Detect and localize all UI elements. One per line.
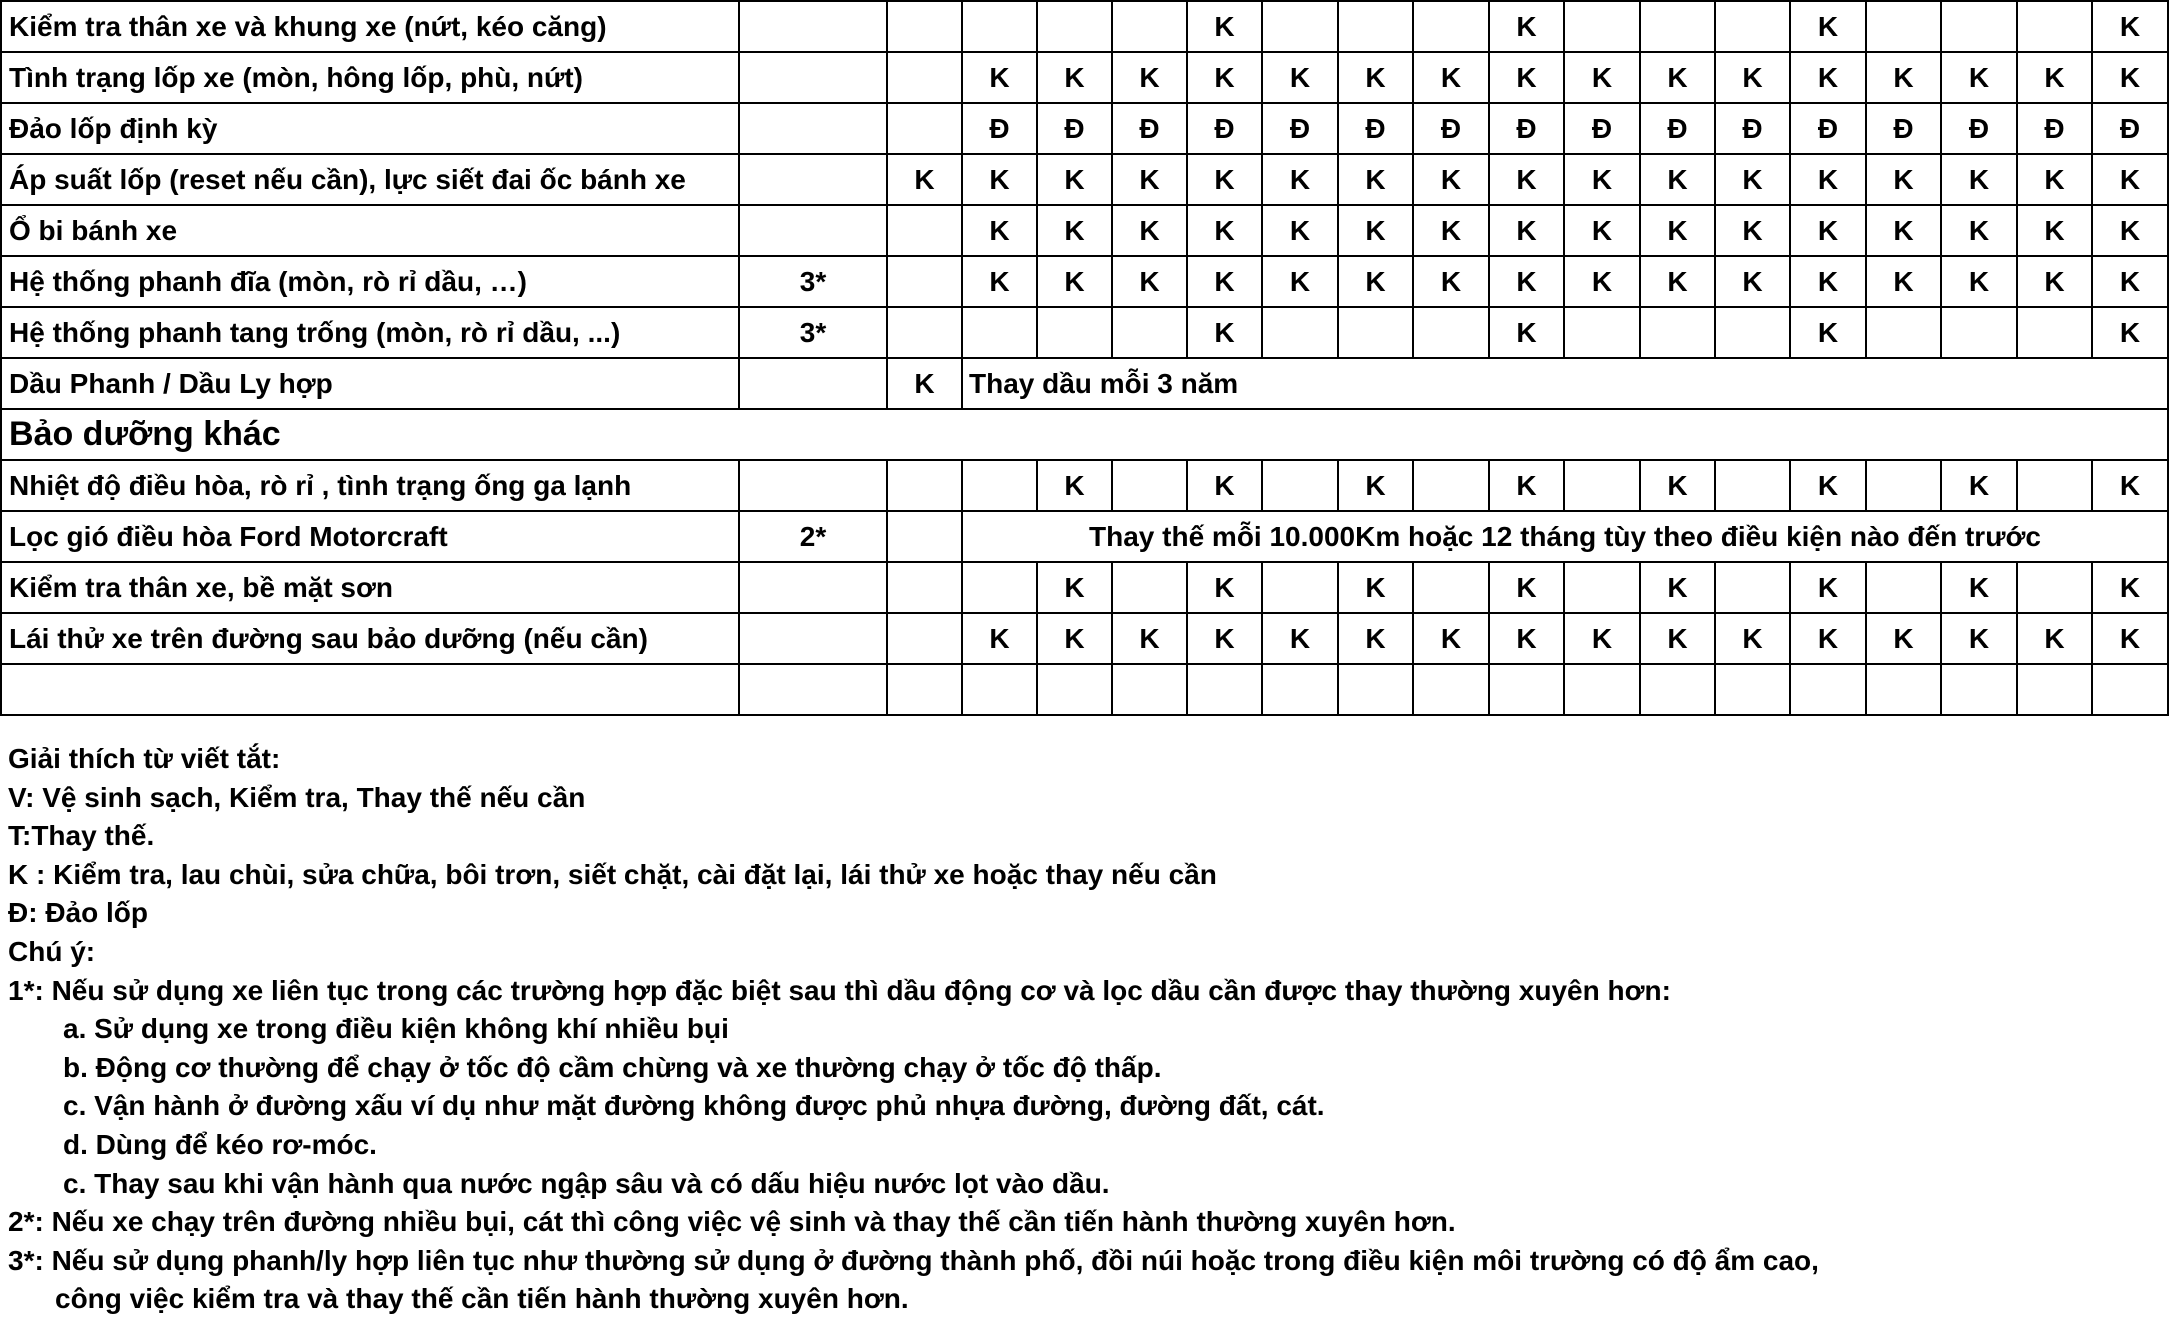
interval-cell: K <box>1489 52 1564 103</box>
interval-cell <box>1564 664 1640 715</box>
interval-cell: K <box>2092 562 2168 613</box>
first-service-cell: K <box>887 154 962 205</box>
interval-cell: K <box>1866 205 1941 256</box>
interval-cell: K <box>1640 256 1715 307</box>
interval-cell: K <box>1037 154 1112 205</box>
interval-cell: K <box>2092 52 2168 103</box>
interval-cell: K <box>2092 205 2168 256</box>
interval-cell: K <box>1262 613 1338 664</box>
interval-cell: K <box>1790 256 1866 307</box>
interval-cell: K <box>1262 205 1338 256</box>
interval-cell <box>1715 307 1790 358</box>
interval-cell: K <box>1187 154 1262 205</box>
interval-cell: K <box>1489 256 1564 307</box>
interval-cell: K <box>1790 307 1866 358</box>
interval-cell <box>962 664 1037 715</box>
interval-cell <box>1866 460 1941 511</box>
interval-cell: Đ <box>1941 103 2017 154</box>
interval-cell <box>1112 664 1187 715</box>
interval-cell: K <box>1037 562 1112 613</box>
interval-cell <box>1640 307 1715 358</box>
interval-cell <box>1112 460 1187 511</box>
interval-cell: K <box>1640 205 1715 256</box>
first-service-cell <box>887 460 962 511</box>
table-row <box>1 103 2168 154</box>
item-label: Lái thử xe trên đường sau bảo dưỡng (nếu cần) <box>1 613 739 664</box>
note-1b: b. Động cơ thường để chạy ở tốc độ cầm chừng và xe thường chạy ở tốc độ thấp. <box>63 1051 1162 1083</box>
first-service-cell <box>887 256 962 307</box>
footnote-ref <box>739 613 887 664</box>
interval-cell <box>1790 664 1866 715</box>
note-title: Chú ý: <box>8 935 96 967</box>
legend-k: K : Kiểm tra, lau chùi, sửa chữa, bôi trơn, siết chặt, cài đặt lại, lái thử xe hoặc thay nếu cần <box>8 858 1217 890</box>
interval-cell: K <box>1640 154 1715 205</box>
note-3: 3*: Nếu sử dụng phanh/ly hợp liên tục như thường sử dụng ở đường thành phố, đồi núi hoặc trong điều kiện môi trường có độ ẩm cao, <box>8 1244 1819 1276</box>
legend-d: Đ: Đảo lốp <box>8 897 148 929</box>
interval-cell <box>1037 664 1112 715</box>
interval-cell <box>1338 1 1413 52</box>
interval-cell: Đ <box>1187 103 1262 154</box>
interval-cell: K <box>1941 205 2017 256</box>
table-row <box>1 562 2168 613</box>
interval-cell <box>2092 664 2168 715</box>
first-service-cell <box>887 103 962 154</box>
first-service-cell <box>887 52 962 103</box>
interval-cell: K <box>2092 1 2168 52</box>
interval-cell: K <box>1037 205 1112 256</box>
interval-cell <box>1715 460 1790 511</box>
interval-cell <box>1715 562 1790 613</box>
interval-cell <box>1262 307 1338 358</box>
interval-cell: K <box>1489 460 1564 511</box>
item-label: Đảo lốp định kỳ <box>1 103 739 154</box>
merged-note: Thay thế mỗi 10.000Km hoặc 12 tháng tùy theo điều kiện nào đến trước <box>962 511 2168 562</box>
interval-cell: K <box>1037 613 1112 664</box>
interval-cell <box>1564 460 1640 511</box>
interval-cell <box>1941 1 2017 52</box>
interval-cell <box>1413 460 1489 511</box>
item-label: Tình trạng lốp xe (mòn, hông lốp, phù, nứt) <box>1 52 739 103</box>
interval-cell: K <box>2092 256 2168 307</box>
interval-cell: K <box>1564 613 1640 664</box>
interval-cell: K <box>1640 52 1715 103</box>
interval-cell <box>962 562 1037 613</box>
first-service-cell: K <box>887 358 962 409</box>
interval-cell: K <box>1338 52 1413 103</box>
interval-cell: K <box>1941 256 2017 307</box>
table-row <box>1 256 2168 307</box>
interval-cell: Đ <box>1790 103 1866 154</box>
interval-cell: K <box>962 256 1037 307</box>
interval-cell: K <box>1187 613 1262 664</box>
table-row <box>1 205 2168 256</box>
interval-cell: Đ <box>1489 103 1564 154</box>
interval-cell: K <box>1489 1 1564 52</box>
note-1c: c. Vận hành ở đường xấu ví dụ như mặt đường không được phủ nhựa đường, đường đất, cát. <box>63 1090 1325 1122</box>
interval-cell <box>1640 664 1715 715</box>
note-2: 2*: Nếu xe chạy trên đường nhiều bụi, cát thì công việc vệ sinh và thay thế cần tiến hành thường xuyên hơn. <box>8 1206 1456 1238</box>
interval-cell: K <box>1037 52 1112 103</box>
legend-t: T:Thay thế. <box>8 820 155 852</box>
item-label: Kiểm tra thân xe và khung xe (nứt, kéo căng) <box>1 1 739 52</box>
interval-cell: K <box>1489 154 1564 205</box>
interval-cell: K <box>2092 307 2168 358</box>
item-label: Ổ bi bánh xe <box>1 205 739 256</box>
first-service-cell <box>887 562 962 613</box>
interval-cell <box>1941 664 2017 715</box>
footnote-ref <box>739 460 887 511</box>
interval-cell: Đ <box>1640 103 1715 154</box>
item-label: Hệ thống phanh tang trống (mòn, rò rỉ dầu, ...) <box>1 307 739 358</box>
interval-cell: Đ <box>1338 103 1413 154</box>
interval-cell: K <box>1866 52 1941 103</box>
item-label: Lọc gió điều hòa Ford Motorcraft <box>1 511 739 562</box>
interval-cell <box>1866 307 1941 358</box>
interval-cell: K <box>2017 205 2092 256</box>
interval-cell: K <box>1640 460 1715 511</box>
legend-title: Giải thích từ viết tắt: <box>8 743 281 774</box>
item-label: Áp suất lốp (reset nếu cần), lực siết đai ốc bánh xe <box>1 154 739 205</box>
interval-cell: K <box>2092 613 2168 664</box>
table-row <box>1 460 2168 511</box>
interval-cell <box>1112 562 1187 613</box>
footnote-ref: 3* <box>739 256 887 307</box>
interval-cell: K <box>2017 154 2092 205</box>
table-row <box>1 358 2168 409</box>
interval-cell <box>1338 664 1413 715</box>
interval-cell <box>1262 664 1338 715</box>
footnote-ref <box>739 358 887 409</box>
interval-cell <box>1715 1 1790 52</box>
interval-cell: K <box>2017 613 2092 664</box>
interval-cell: K <box>1790 205 1866 256</box>
interval-cell <box>1413 1 1489 52</box>
section-title: Bảo dưỡng khác <box>1 409 2168 460</box>
interval-cell <box>1413 562 1489 613</box>
interval-cell <box>1564 307 1640 358</box>
interval-cell: K <box>1112 256 1187 307</box>
interval-cell <box>1640 1 1715 52</box>
interval-cell: K <box>962 613 1037 664</box>
table-row <box>1 613 2168 664</box>
interval-cell: K <box>1413 52 1489 103</box>
interval-cell: K <box>1941 562 2017 613</box>
interval-cell: K <box>1338 154 1413 205</box>
interval-cell <box>1187 664 1262 715</box>
interval-cell <box>1413 307 1489 358</box>
interval-cell <box>1715 664 1790 715</box>
interval-cell <box>2017 562 2092 613</box>
interval-cell: Đ <box>2092 103 2168 154</box>
legend <box>8 740 1819 1319</box>
interval-cell: K <box>1187 256 1262 307</box>
interval-cell: K <box>1413 205 1489 256</box>
interval-cell: K <box>1564 256 1640 307</box>
first-service-cell <box>887 1 962 52</box>
interval-cell: K <box>1112 613 1187 664</box>
interval-cell <box>1262 562 1338 613</box>
interval-cell: K <box>1262 256 1338 307</box>
interval-cell: K <box>1037 460 1112 511</box>
interval-cell: K <box>1112 205 1187 256</box>
interval-cell: K <box>1489 562 1564 613</box>
footnote-ref <box>739 664 887 715</box>
first-service-cell <box>887 511 962 562</box>
interval-cell: K <box>1564 205 1640 256</box>
interval-cell <box>1564 1 1640 52</box>
footnote-ref <box>739 1 887 52</box>
interval-cell: K <box>1640 562 1715 613</box>
footnote-ref <box>739 103 887 154</box>
interval-cell: K <box>1413 613 1489 664</box>
note-1: 1*: Nếu sử dụng xe liên tục trong các trường hợp đặc biệt sau thì dầu động cơ và lọc dầu cần được thay thường xuyên hơn: <box>8 974 1671 1006</box>
first-service-cell <box>887 613 962 664</box>
interval-cell: K <box>1112 154 1187 205</box>
interval-cell <box>2017 664 2092 715</box>
interval-cell: K <box>1413 154 1489 205</box>
interval-cell <box>1866 1 1941 52</box>
interval-cell: Đ <box>1564 103 1640 154</box>
interval-cell: K <box>1715 205 1790 256</box>
interval-cell <box>1037 307 1112 358</box>
interval-cell: K <box>962 52 1037 103</box>
interval-cell: Đ <box>962 103 1037 154</box>
interval-cell: K <box>1338 613 1413 664</box>
interval-cell: K <box>1187 460 1262 511</box>
interval-cell: K <box>1037 256 1112 307</box>
interval-cell: K <box>1790 52 1866 103</box>
interval-cell: K <box>1112 52 1187 103</box>
interval-cell: K <box>1489 613 1564 664</box>
footnote-ref <box>739 52 887 103</box>
interval-cell: K <box>1262 52 1338 103</box>
footnote-ref: 2* <box>739 511 887 562</box>
interval-cell: Đ <box>1715 103 1790 154</box>
interval-cell <box>1338 307 1413 358</box>
interval-cell: K <box>1715 256 1790 307</box>
interval-cell: K <box>1715 154 1790 205</box>
interval-cell: K <box>1941 613 2017 664</box>
footnote-ref <box>739 154 887 205</box>
interval-cell: Đ <box>1413 103 1489 154</box>
note-1e: c. Thay sau khi vận hành qua nước ngập sâu và có dấu hiệu nước lọt vào dầu. <box>63 1167 1110 1199</box>
interval-cell: K <box>1564 154 1640 205</box>
note-3-continued: công việc kiểm tra và thay thế cần tiến hành thường xuyên hơn. <box>55 1283 909 1315</box>
interval-cell: K <box>1866 154 1941 205</box>
interval-cell: K <box>1187 52 1262 103</box>
first-service-cell <box>887 664 962 715</box>
interval-cell: K <box>962 205 1037 256</box>
first-service-cell <box>887 205 962 256</box>
interval-cell: K <box>1941 52 2017 103</box>
item-label <box>1 664 739 715</box>
item-label: Kiểm tra thân xe, bề mặt sơn <box>1 562 739 613</box>
interval-cell: K <box>1790 613 1866 664</box>
table-row <box>1 1 2168 52</box>
interval-cell: K <box>1489 205 1564 256</box>
interval-cell: K <box>1790 460 1866 511</box>
interval-cell: K <box>1338 256 1413 307</box>
interval-cell: K <box>1489 307 1564 358</box>
footnote-ref <box>739 562 887 613</box>
interval-cell: Đ <box>2017 103 2092 154</box>
interval-cell: K <box>2092 154 2168 205</box>
interval-cell <box>1866 664 1941 715</box>
interval-cell: Đ <box>1262 103 1338 154</box>
interval-cell <box>962 460 1037 511</box>
table-row <box>1 154 2168 205</box>
interval-cell: K <box>1866 256 1941 307</box>
interval-cell: K <box>1187 307 1262 358</box>
interval-cell <box>2017 307 2092 358</box>
first-service-cell <box>887 307 962 358</box>
interval-cell: K <box>1187 1 1262 52</box>
interval-cell <box>962 307 1037 358</box>
interval-cell: K <box>1866 613 1941 664</box>
interval-cell: K <box>1790 1 1866 52</box>
interval-cell: K <box>1338 562 1413 613</box>
interval-cell: K <box>1338 460 1413 511</box>
interval-cell <box>1564 562 1640 613</box>
interval-cell <box>2017 460 2092 511</box>
item-label: Nhiệt độ điều hòa, rò rỉ , tình trạng ống ga lạnh <box>1 460 739 511</box>
legend-v: V: Vệ sinh sạch, Kiểm tra, Thay thế nếu cần <box>8 781 586 813</box>
interval-cell: K <box>1564 52 1640 103</box>
footnote-ref <box>739 205 887 256</box>
interval-cell: K <box>2092 460 2168 511</box>
interval-cell <box>962 1 1037 52</box>
interval-cell: K <box>1715 613 1790 664</box>
interval-cell: Đ <box>1866 103 1941 154</box>
interval-cell: K <box>1187 562 1262 613</box>
interval-cell: K <box>1715 52 1790 103</box>
interval-cell <box>1112 307 1187 358</box>
interval-cell: Đ <box>1112 103 1187 154</box>
interval-cell <box>2017 1 2092 52</box>
table-row <box>1 511 2168 562</box>
item-label: Dầu Phanh / Dầu Ly hợp <box>1 358 739 409</box>
interval-cell: K <box>1790 154 1866 205</box>
interval-cell <box>1413 664 1489 715</box>
interval-cell: K <box>2017 256 2092 307</box>
interval-cell: Đ <box>1037 103 1112 154</box>
interval-cell: K <box>1338 205 1413 256</box>
interval-cell: K <box>1941 154 2017 205</box>
interval-cell <box>1941 307 2017 358</box>
merged-note: Thay dầu mỗi 3 năm <box>962 358 2168 409</box>
interval-cell: K <box>1790 562 1866 613</box>
note-1d: d. Dùng để kéo rơ-móc. <box>63 1128 377 1160</box>
table-row <box>1 52 2168 103</box>
note-1a: a. Sử dụng xe trong điều kiện không khí nhiều bụi <box>63 1013 729 1045</box>
interval-cell: K <box>1941 460 2017 511</box>
interval-cell: K <box>2017 52 2092 103</box>
table-row <box>1 664 2168 715</box>
interval-cell <box>1262 1 1338 52</box>
interval-cell <box>1262 460 1338 511</box>
table-row <box>1 307 2168 358</box>
interval-cell <box>1866 562 1941 613</box>
interval-cell: K <box>1187 205 1262 256</box>
item-label: Hệ thống phanh đĩa (mòn, rò rỉ dầu, …) <box>1 256 739 307</box>
interval-cell: K <box>1262 154 1338 205</box>
interval-cell: K <box>1640 613 1715 664</box>
interval-cell <box>1037 1 1112 52</box>
interval-cell: K <box>1413 256 1489 307</box>
footnote-ref: 3* <box>739 307 887 358</box>
section-row <box>1 409 2168 460</box>
interval-cell: K <box>962 154 1037 205</box>
interval-cell <box>1489 664 1564 715</box>
interval-cell <box>1112 1 1187 52</box>
